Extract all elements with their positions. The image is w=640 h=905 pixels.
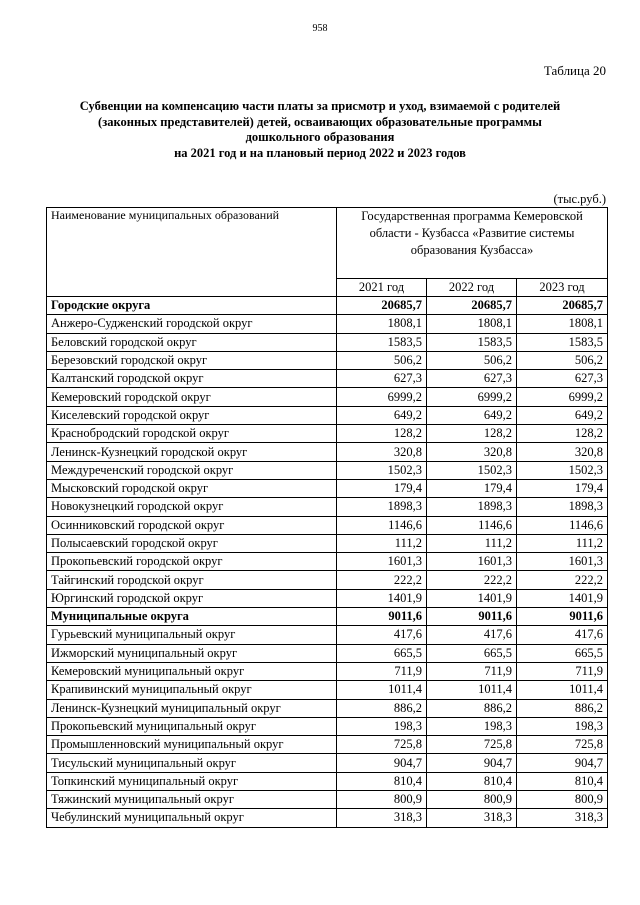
value-2023: 128,2 [517, 425, 608, 443]
row-name: Прокопьевский городской округ [47, 553, 337, 571]
value-2022: 320,8 [427, 443, 517, 461]
column-header-program: Государственная программа Кемеровской области - Кузбасса «Развитие системы образования Кузбасса» [337, 208, 608, 279]
subvention-table [46, 207, 608, 828]
table-row [47, 516, 608, 534]
row-name: Промышленновский муниципальный округ [47, 736, 337, 754]
column-header-2023: 2023 год [517, 279, 608, 297]
table-row [47, 406, 608, 424]
value-2023: 1401,9 [517, 589, 608, 607]
value-2023: 20685,7 [517, 297, 608, 315]
value-2023: 417,6 [517, 626, 608, 644]
value-2021: 20685,7 [337, 297, 427, 315]
title-line: на 2021 год и на плановый период 2022 и 2023 годов [174, 145, 466, 160]
value-2022: 20685,7 [427, 297, 517, 315]
value-2022: 128,2 [427, 425, 517, 443]
value-2022: 1146,6 [427, 516, 517, 534]
document-title [60, 99, 580, 161]
value-2021: 320,8 [337, 443, 427, 461]
value-2021: 6999,2 [337, 388, 427, 406]
value-2022: 711,9 [427, 662, 517, 680]
title-line: Субвенции на компенсацию части платы за присмотр и уход, взимаемой с родителей [79, 99, 561, 113]
row-name: Калтанский городской округ [47, 370, 337, 388]
value-2022: 1898,3 [427, 498, 517, 516]
value-2023: 1146,6 [517, 516, 608, 534]
row-name: Междуреченский городской округ [47, 461, 337, 479]
value-2022: 1401,9 [427, 589, 517, 607]
value-2022: 904,7 [427, 754, 517, 772]
table-row [47, 553, 608, 571]
value-2023: 711,9 [517, 662, 608, 680]
value-2023: 904,7 [517, 754, 608, 772]
row-name: Юргинский городской округ [47, 589, 337, 607]
value-2022: 886,2 [427, 699, 517, 717]
value-2023: 725,8 [517, 736, 608, 754]
table-row [47, 351, 608, 369]
value-2022: 1808,1 [427, 315, 517, 333]
table-row [47, 754, 608, 772]
value-2021: 627,3 [337, 370, 427, 388]
table-row [47, 534, 608, 552]
value-2021: 711,9 [337, 662, 427, 680]
row-name: Городские округа [47, 297, 337, 315]
row-name: Гурьевский муниципальный округ [47, 626, 337, 644]
row-name: Тисульский муниципальный округ [47, 754, 337, 772]
value-2021: 886,2 [337, 699, 427, 717]
row-name: Березовский городской округ [47, 351, 337, 369]
value-2023: 886,2 [517, 699, 608, 717]
value-2023: 1502,3 [517, 461, 608, 479]
value-2021: 725,8 [337, 736, 427, 754]
value-2021: 649,2 [337, 406, 427, 424]
value-2023: 1583,5 [517, 333, 608, 351]
value-2023: 665,5 [517, 644, 608, 662]
value-2021: 179,4 [337, 479, 427, 497]
value-2021: 1011,4 [337, 681, 427, 699]
row-name: Кемеровский муниципальный округ [47, 662, 337, 680]
value-2022: 506,2 [427, 351, 517, 369]
value-2022: 627,3 [427, 370, 517, 388]
value-2022: 1502,3 [427, 461, 517, 479]
table-row [47, 736, 608, 754]
table-row [47, 644, 608, 662]
table-row [47, 443, 608, 461]
value-2021: 1502,3 [337, 461, 427, 479]
value-2021: 904,7 [337, 754, 427, 772]
value-2022: 222,2 [427, 571, 517, 589]
column-header-2021: 2021 год [337, 279, 427, 297]
value-2023: 506,2 [517, 351, 608, 369]
table-row [47, 791, 608, 809]
value-2021: 1401,9 [337, 589, 427, 607]
value-2021: 222,2 [337, 571, 427, 589]
value-2023: 179,4 [517, 479, 608, 497]
table-row [47, 571, 608, 589]
row-name: Мысковский городской округ [47, 479, 337, 497]
value-2021: 800,9 [337, 791, 427, 809]
value-2021: 9011,6 [337, 608, 427, 626]
title-line: (законных представителей) детей, осваивающих образовательные программы [98, 114, 542, 129]
value-2022: 6999,2 [427, 388, 517, 406]
value-2021: 417,6 [337, 626, 427, 644]
value-2021: 810,4 [337, 772, 427, 790]
table-row [47, 589, 608, 607]
table-row [47, 717, 608, 735]
value-2021: 111,2 [337, 534, 427, 552]
value-2021: 1583,5 [337, 333, 427, 351]
value-2023: 810,4 [517, 772, 608, 790]
value-2021: 198,3 [337, 717, 427, 735]
value-2022: 1011,4 [427, 681, 517, 699]
row-name: Муниципальные округа [47, 608, 337, 626]
column-header-name: Наименование муниципальных образований [47, 208, 337, 297]
value-2021: 128,2 [337, 425, 427, 443]
value-2022: 725,8 [427, 736, 517, 754]
value-2023: 1898,3 [517, 498, 608, 516]
row-name: Ленинск-Кузнецкий муниципальный округ [47, 699, 337, 717]
row-name: Прокопьевский муниципальный округ [47, 717, 337, 735]
value-2021: 665,5 [337, 644, 427, 662]
value-2022: 1601,3 [427, 553, 517, 571]
value-2023: 1011,4 [517, 681, 608, 699]
value-2023: 320,8 [517, 443, 608, 461]
value-2023: 627,3 [517, 370, 608, 388]
value-2022: 179,4 [427, 479, 517, 497]
value-2022: 417,6 [427, 626, 517, 644]
table-body [47, 297, 608, 828]
table-row [47, 809, 608, 827]
row-name: Краснобродский городской округ [47, 425, 337, 443]
table-row [47, 388, 608, 406]
value-2023: 222,2 [517, 571, 608, 589]
row-name: Крапивинский муниципальный округ [47, 681, 337, 699]
header-row [47, 208, 608, 279]
value-2023: 800,9 [517, 791, 608, 809]
value-2023: 1601,3 [517, 553, 608, 571]
value-2023: 111,2 [517, 534, 608, 552]
value-2023: 649,2 [517, 406, 608, 424]
table-row [47, 461, 608, 479]
table-row [47, 315, 608, 333]
row-name: Киселевский городской округ [47, 406, 337, 424]
value-2022: 198,3 [427, 717, 517, 735]
value-2022: 318,3 [427, 809, 517, 827]
units-label: (тыс.руб.) [553, 192, 606, 206]
row-name: Анжеро-Судженский городской округ [47, 315, 337, 333]
row-name: Ижморский муниципальный округ [47, 644, 337, 662]
value-2021: 1146,6 [337, 516, 427, 534]
table-row [47, 662, 608, 680]
table-row [47, 370, 608, 388]
value-2022: 665,5 [427, 644, 517, 662]
title-line: дошкольного образования [245, 130, 395, 144]
table-row [47, 479, 608, 497]
row-name: Новокузнецкий городской округ [47, 498, 337, 516]
row-name: Ленинск-Кузнецкий городской округ [47, 443, 337, 461]
page-number: 958 [312, 23, 328, 34]
row-name: Кемеровский городской округ [47, 388, 337, 406]
value-2022: 9011,6 [427, 608, 517, 626]
table-row [47, 498, 608, 516]
table-row [47, 626, 608, 644]
row-name: Беловский городской округ [47, 333, 337, 351]
value-2021: 1601,3 [337, 553, 427, 571]
row-name: Тайгинский городской округ [47, 571, 337, 589]
table-row [47, 699, 608, 717]
value-2022: 810,4 [427, 772, 517, 790]
value-2021: 1898,3 [337, 498, 427, 516]
column-header-2022: 2022 год [427, 279, 517, 297]
value-2023: 198,3 [517, 717, 608, 735]
value-2023: 318,3 [517, 809, 608, 827]
row-name: Полысаевский городской округ [47, 534, 337, 552]
value-2023: 6999,2 [517, 388, 608, 406]
value-2023: 1808,1 [517, 315, 608, 333]
value-2021: 318,3 [337, 809, 427, 827]
table-row [47, 681, 608, 699]
value-2021: 506,2 [337, 351, 427, 369]
value-2022: 1583,5 [427, 333, 517, 351]
table-row [47, 425, 608, 443]
value-2022: 800,9 [427, 791, 517, 809]
value-2021: 1808,1 [337, 315, 427, 333]
table-row [47, 772, 608, 790]
value-2022: 111,2 [427, 534, 517, 552]
row-name: Осинниковский городской округ [47, 516, 337, 534]
row-name: Чебулинский муниципальный округ [47, 809, 337, 827]
group-row [47, 297, 608, 315]
table-label: Таблица 20 [543, 63, 606, 78]
row-name: Топкинский муниципальный округ [47, 772, 337, 790]
table-row [47, 333, 608, 351]
value-2023: 9011,6 [517, 608, 608, 626]
row-name: Тяжинский муниципальный округ [47, 791, 337, 809]
group-row [47, 608, 608, 626]
value-2022: 649,2 [427, 406, 517, 424]
